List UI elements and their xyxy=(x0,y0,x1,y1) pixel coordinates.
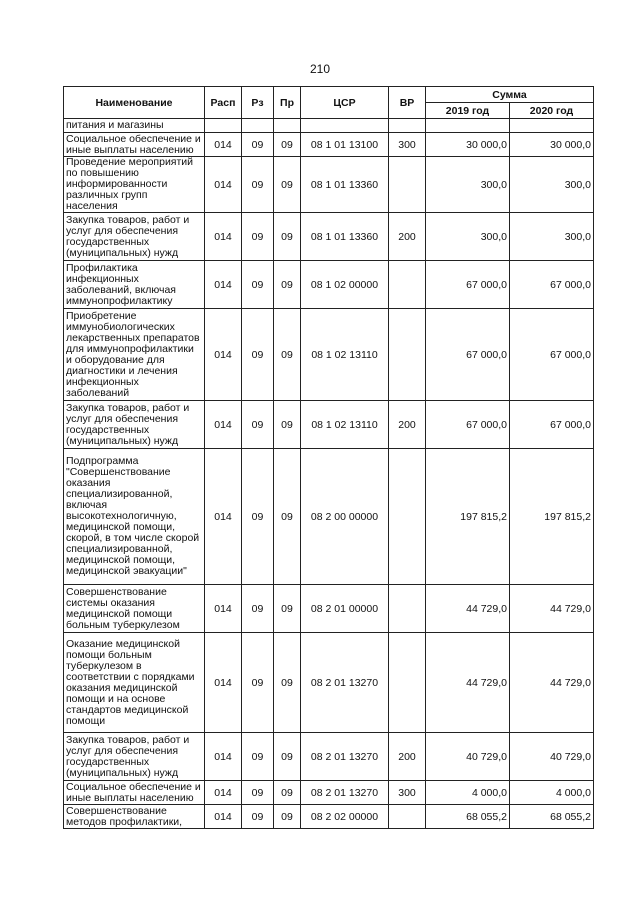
cell-pr: 09 xyxy=(274,401,301,449)
cell-vr xyxy=(389,585,426,633)
cell-name: питания и магазины xyxy=(64,119,205,133)
cell-rz: 09 xyxy=(242,213,274,261)
cell-rz: 09 xyxy=(242,781,274,805)
table-row xyxy=(64,133,594,157)
budget-table xyxy=(63,86,594,829)
header-name: Наименование xyxy=(64,87,205,119)
header-year-2020: 2020 год xyxy=(510,103,594,119)
header-rasp: Расп xyxy=(205,87,242,119)
cell-y1: 4 000,0 xyxy=(426,781,510,805)
cell-vr xyxy=(389,309,426,401)
cell-rz: 09 xyxy=(242,157,274,213)
cell-y1: 44 729,0 xyxy=(426,633,510,733)
cell-rz: 09 xyxy=(242,401,274,449)
cell-y2: 67 000,0 xyxy=(510,401,594,449)
cell-vr xyxy=(389,805,426,829)
cell-pr: 09 xyxy=(274,449,301,585)
cell-y1 xyxy=(426,119,510,133)
cell-name: Подпрограмма "Совершенствование оказания специализированной, включая высокотехнологичную, медицинской помощи, скорой, в том числе скорой специализированной, медицинской помощи, медицинской эвакуации" xyxy=(64,449,205,585)
cell-y2: 40 729,0 xyxy=(510,733,594,781)
cell-rasp: 014 xyxy=(205,585,242,633)
cell-vr: 300 xyxy=(389,133,426,157)
cell-rz: 09 xyxy=(242,133,274,157)
cell-rasp xyxy=(205,119,242,133)
table-row xyxy=(64,733,594,781)
cell-rasp: 014 xyxy=(205,133,242,157)
header-csr: ЦСР xyxy=(301,87,389,119)
table-row xyxy=(64,213,594,261)
cell-pr: 09 xyxy=(274,261,301,309)
cell-name: Закупка товаров, работ и услуг для обеспечения государственных (муниципальных) нужд xyxy=(64,401,205,449)
cell-rasp: 014 xyxy=(205,261,242,309)
cell-name: Совершенствование методов профилактики, xyxy=(64,805,205,829)
cell-pr: 09 xyxy=(274,585,301,633)
cell-name: Проведение мероприятий по повышению информированности различных групп населения xyxy=(64,157,205,213)
table-row xyxy=(64,261,594,309)
cell-y2: 4 000,0 xyxy=(510,781,594,805)
cell-vr: 200 xyxy=(389,733,426,781)
cell-name: Оказание медицинской помощи больным туберкулезом в соответствии с порядками оказания медицинской помощи и на основе стандартов медицинской помощи xyxy=(64,633,205,733)
page-number: 210 xyxy=(309,62,331,76)
cell-pr: 09 xyxy=(274,733,301,781)
cell-name: Совершенствование системы оказания медицинской помощи больным туберкулезом xyxy=(64,585,205,633)
table-row xyxy=(64,157,594,213)
cell-name: Закупка товаров, работ и услуг для обеспечения государственных (муниципальных) нужд xyxy=(64,213,205,261)
cell-vr xyxy=(389,633,426,733)
cell-pr: 09 xyxy=(274,133,301,157)
cell-y1: 197 815,2 xyxy=(426,449,510,585)
header-rz: Рз xyxy=(242,87,274,119)
table-row xyxy=(64,119,594,133)
cell-csr xyxy=(301,119,389,133)
cell-rasp: 014 xyxy=(205,449,242,585)
cell-rz: 09 xyxy=(242,805,274,829)
cell-csr: 08 2 00 00000 xyxy=(301,449,389,585)
cell-rz xyxy=(242,119,274,133)
cell-csr: 08 1 01 13100 xyxy=(301,133,389,157)
table-row xyxy=(64,781,594,805)
table-row xyxy=(64,805,594,829)
cell-y2: 68 055,2 xyxy=(510,805,594,829)
cell-rasp: 014 xyxy=(205,633,242,733)
cell-vr: 200 xyxy=(389,401,426,449)
cell-rz: 09 xyxy=(242,585,274,633)
cell-y1: 300,0 xyxy=(426,157,510,213)
cell-csr: 08 2 01 00000 xyxy=(301,585,389,633)
cell-rasp: 014 xyxy=(205,733,242,781)
cell-name: Закупка товаров, работ и услуг для обеспечения государственных (муниципальных) нужд xyxy=(64,733,205,781)
table-row xyxy=(64,309,594,401)
cell-rz: 09 xyxy=(242,449,274,585)
cell-rasp: 014 xyxy=(205,309,242,401)
cell-rz: 09 xyxy=(242,309,274,401)
cell-rz: 09 xyxy=(242,261,274,309)
cell-pr xyxy=(274,119,301,133)
cell-rasp: 014 xyxy=(205,781,242,805)
cell-y1: 67 000,0 xyxy=(426,261,510,309)
cell-name: Приобретение иммунобиологических лекарственных препаратов для иммунопрофилактики и оборудование для диагностики и лечения инфекционных заболеваний xyxy=(64,309,205,401)
cell-pr: 09 xyxy=(274,213,301,261)
cell-y2: 30 000,0 xyxy=(510,133,594,157)
cell-rz: 09 xyxy=(242,733,274,781)
cell-csr: 08 1 01 13360 xyxy=(301,213,389,261)
cell-name: Социальное обеспечение и иные выплаты населению xyxy=(64,781,205,805)
cell-y2: 67 000,0 xyxy=(510,261,594,309)
cell-pr: 09 xyxy=(274,309,301,401)
cell-rasp: 014 xyxy=(205,213,242,261)
cell-y2 xyxy=(510,119,594,133)
cell-csr: 08 1 02 13110 xyxy=(301,401,389,449)
cell-y2: 300,0 xyxy=(510,157,594,213)
cell-y1: 44 729,0 xyxy=(426,585,510,633)
cell-csr: 08 2 02 00000 xyxy=(301,805,389,829)
cell-csr: 08 2 01 13270 xyxy=(301,781,389,805)
cell-y1: 68 055,2 xyxy=(426,805,510,829)
cell-vr xyxy=(389,119,426,133)
table-row xyxy=(64,401,594,449)
cell-rasp: 014 xyxy=(205,401,242,449)
cell-pr: 09 xyxy=(274,633,301,733)
cell-name: Профилактика инфекционных заболеваний, включая иммунопрофилактику xyxy=(64,261,205,309)
cell-y1: 30 000,0 xyxy=(426,133,510,157)
table-row xyxy=(64,585,594,633)
cell-csr: 08 1 01 13360 xyxy=(301,157,389,213)
cell-vr: 200 xyxy=(389,213,426,261)
cell-rz: 09 xyxy=(242,633,274,733)
cell-y2: 44 729,0 xyxy=(510,633,594,733)
cell-y1: 40 729,0 xyxy=(426,733,510,781)
cell-csr: 08 1 02 00000 xyxy=(301,261,389,309)
cell-y2: 44 729,0 xyxy=(510,585,594,633)
cell-y2: 300,0 xyxy=(510,213,594,261)
cell-csr: 08 1 02 13110 xyxy=(301,309,389,401)
cell-y1: 67 000,0 xyxy=(426,309,510,401)
cell-y2: 67 000,0 xyxy=(510,309,594,401)
cell-vr xyxy=(389,157,426,213)
cell-rasp: 014 xyxy=(205,157,242,213)
table-row xyxy=(64,449,594,585)
cell-vr: 300 xyxy=(389,781,426,805)
cell-pr: 09 xyxy=(274,805,301,829)
cell-name: Социальное обеспечение и иные выплаты населению xyxy=(64,133,205,157)
cell-vr xyxy=(389,449,426,585)
cell-rasp: 014 xyxy=(205,805,242,829)
header-pr: Пр xyxy=(274,87,301,119)
cell-pr: 09 xyxy=(274,781,301,805)
header-sum: Сумма xyxy=(426,87,594,103)
cell-vr xyxy=(389,261,426,309)
header-vr: ВР xyxy=(389,87,426,119)
cell-y1: 67 000,0 xyxy=(426,401,510,449)
cell-y1: 300,0 xyxy=(426,213,510,261)
cell-csr: 08 2 01 13270 xyxy=(301,633,389,733)
table-row xyxy=(64,633,594,733)
cell-y2: 197 815,2 xyxy=(510,449,594,585)
header-year-2019: 2019 год xyxy=(426,103,510,119)
cell-pr: 09 xyxy=(274,157,301,213)
cell-csr: 08 2 01 13270 xyxy=(301,733,389,781)
